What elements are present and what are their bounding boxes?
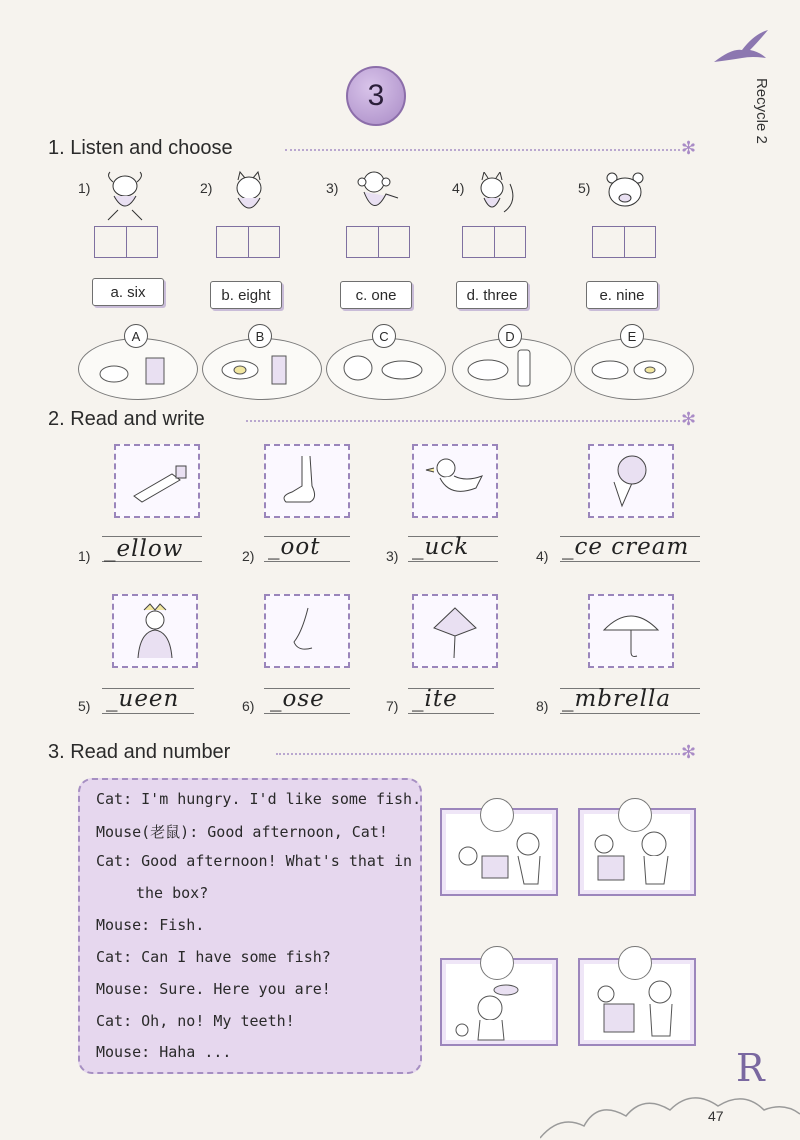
item-number: 1) <box>78 180 91 196</box>
plate-letter: E <box>620 324 644 348</box>
word-blank[interactable]: _ite <box>412 686 458 712</box>
option-label: a. six <box>92 278 164 306</box>
word-blank[interactable]: _ce cream <box>562 534 690 560</box>
number-circle[interactable] <box>618 946 652 980</box>
food-icon <box>586 352 676 388</box>
umbrella-picture <box>588 594 674 668</box>
option-label: c. one <box>340 281 412 309</box>
dialog-line: the box? <box>136 884 209 902</box>
item-number: 3) <box>326 180 339 196</box>
unit-number-badge <box>346 66 406 126</box>
word-blank[interactable]: _uck <box>412 534 470 560</box>
number-circle[interactable] <box>480 798 514 832</box>
word-blank[interactable]: _ueen <box>106 686 180 712</box>
option-label: b. eight <box>210 281 282 309</box>
section-1-divider <box>285 149 680 151</box>
word-blank[interactable]: _mbrella <box>562 686 672 712</box>
dialog-line: Mouse(老鼠): Good afternoon, Cat! <box>96 823 388 841</box>
section-2-divider <box>246 420 680 422</box>
answer-box[interactable] <box>216 226 280 258</box>
r-logo: R <box>736 1046 765 1090</box>
plate-letter: B <box>248 324 272 348</box>
word-blank[interactable]: _oot <box>268 534 321 560</box>
dialog-line: Mouse: Fish. <box>96 916 205 934</box>
dialog-line: Cat: I'm hungry. I'd like some fish. <box>96 790 422 808</box>
item-number: 5) <box>578 180 591 196</box>
flower-icon: ✻ <box>681 138 697 158</box>
unit-number: 3 <box>367 79 385 112</box>
squirrel-icon <box>468 172 522 224</box>
word-blank[interactable]: _ose <box>270 686 325 712</box>
toothpaste-picture <box>114 444 200 518</box>
food-icon <box>462 346 552 390</box>
answer-box[interactable] <box>462 226 526 258</box>
dog-icon <box>98 170 152 222</box>
plate-letter: C <box>372 324 396 348</box>
word-number: 4) <box>536 548 549 564</box>
word-number: 6) <box>242 698 255 714</box>
answer-box[interactable] <box>94 226 158 258</box>
duck-picture <box>412 444 498 518</box>
bird-icon <box>712 28 770 68</box>
foot-picture <box>264 444 350 518</box>
dialog-line: Cat: Can I have some fish? <box>96 948 331 966</box>
item-number: 4) <box>452 180 465 196</box>
number-circle[interactable] <box>618 798 652 832</box>
monkey-icon <box>350 168 404 220</box>
plate-letter: D <box>498 324 522 348</box>
word-number: 7) <box>386 698 399 714</box>
flower-icon: ✻ <box>681 409 697 429</box>
plate-letter: A <box>124 324 148 348</box>
word-number: 8) <box>536 698 549 714</box>
section-1-title: 1. Listen and choose <box>48 137 233 159</box>
dialog-line: Mouse: Sure. Here you are! <box>96 980 331 998</box>
food-icon <box>96 352 176 388</box>
food-icon <box>216 352 296 388</box>
bear-icon <box>598 170 652 222</box>
word-number: 1) <box>78 548 91 564</box>
word-number: 3) <box>386 548 399 564</box>
section-3-title: 3. Read and number <box>48 741 231 763</box>
answer-box[interactable] <box>592 226 656 258</box>
cat-icon <box>222 170 276 222</box>
nose-picture <box>264 594 350 668</box>
dialog-line: Cat: Oh, no! My teeth! <box>96 1012 295 1030</box>
answer-box[interactable] <box>346 226 410 258</box>
food-icon <box>338 350 428 386</box>
flower-icon: ✻ <box>681 742 697 762</box>
item-number: 2) <box>200 180 213 196</box>
dialog-line: Cat: Good afternoon! What's that in <box>96 852 413 870</box>
kite-picture <box>412 594 498 668</box>
page-number: 47 <box>708 1108 724 1124</box>
dialog-line: Mouse: Haha ... <box>96 1043 232 1061</box>
queen-picture <box>112 594 198 668</box>
option-label: e. nine <box>586 281 658 309</box>
word-number: 2) <box>242 548 255 564</box>
side-label: Recycle 2 <box>753 78 770 144</box>
word-blank[interactable]: _ellow <box>104 536 184 562</box>
option-label: d. three <box>456 281 528 309</box>
word-number: 5) <box>78 698 91 714</box>
section-3-divider <box>276 753 680 755</box>
section-2-title: 2. Read and write <box>48 408 205 430</box>
number-circle[interactable] <box>480 946 514 980</box>
ice-cream-picture <box>588 444 674 518</box>
